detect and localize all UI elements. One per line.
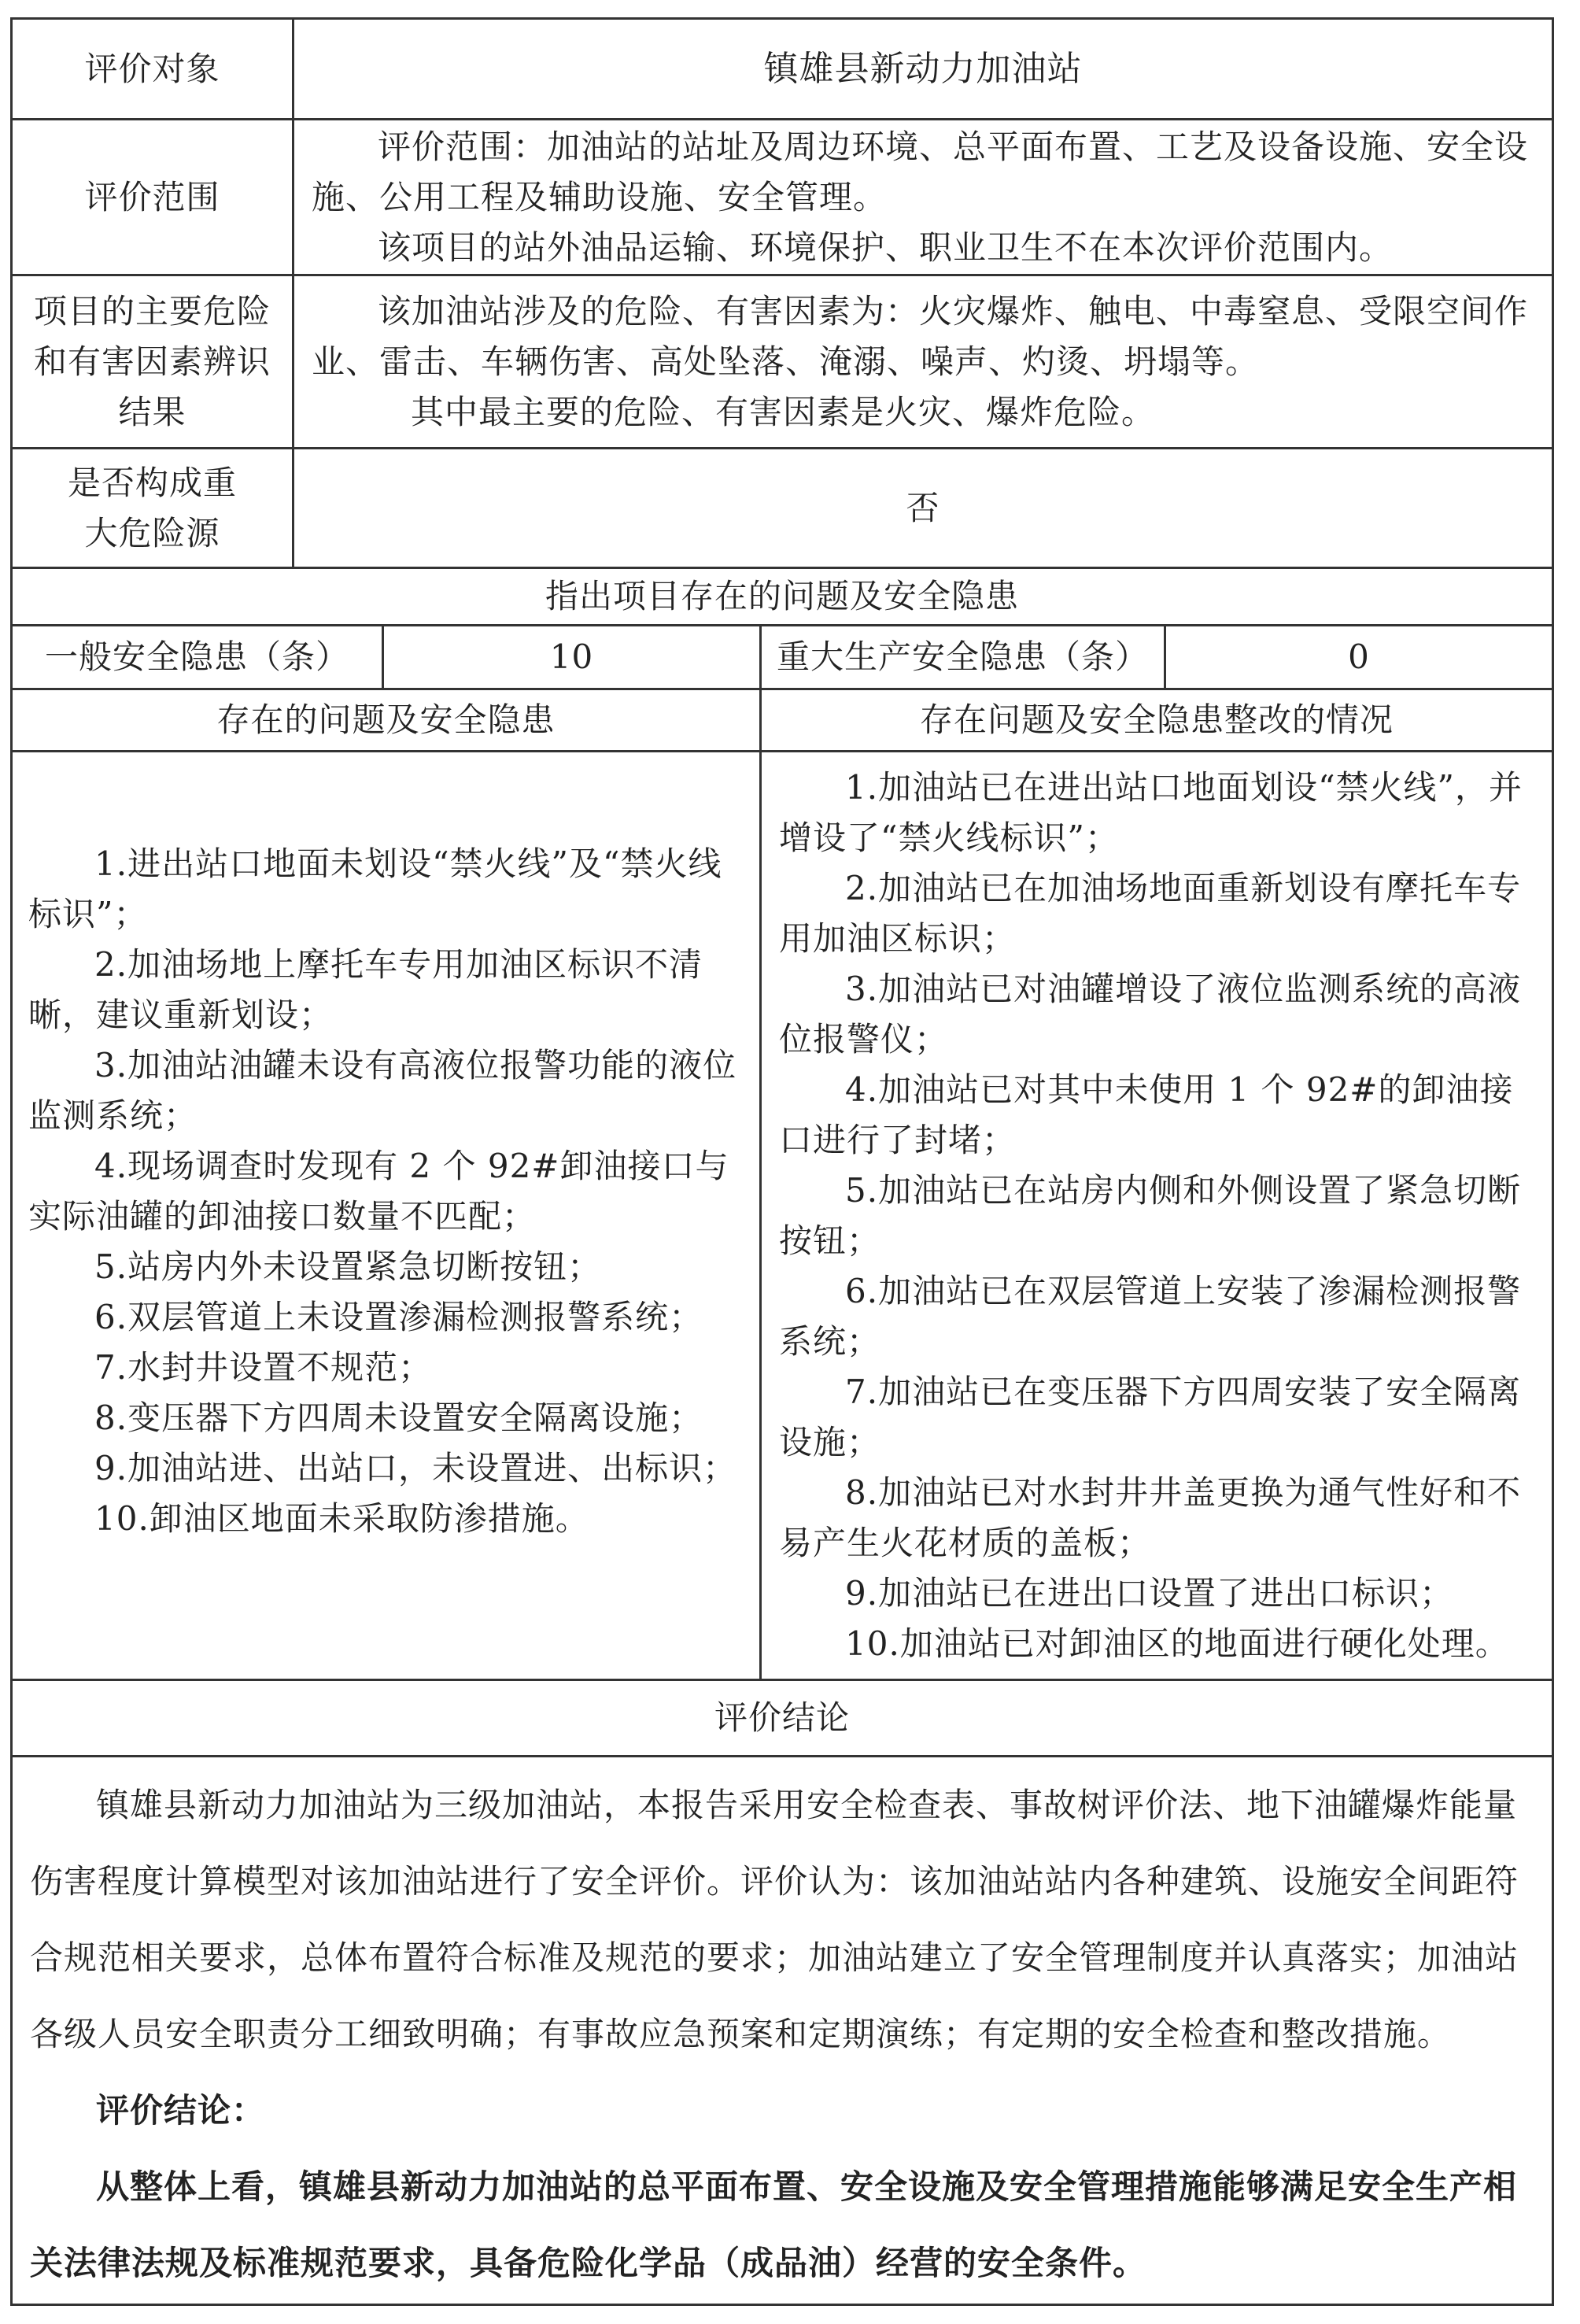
object-label: 评价对象	[84, 49, 220, 88]
conclusion-bold-paragraph: 从整体上看，镇雄县新动力加油站的总平面布置、安全设施及安全管理措施能够满足安全生产相关法律法规及标准规范要求，具备危险化学品（成品油）经营的安全条件。	[30, 2167, 1518, 2282]
issues-section-title: 指出项目存在的问题及安全隐患	[545, 577, 1019, 615]
rectification-item: 1.加油站已在进出站口地面划设“禁火线”，并增设了“禁火线标识”；	[779, 767, 1523, 857]
conclusion-paragraph: 镇雄县新动力加油站为三级加油站，本报告采用安全检查表、事故树评价法、地下油罐爆炸能量伤害程度计算模型对该加油站进行了安全评价。评价认为：该加油站站内各种建筑、设施安全间距符合规范相关要求，总体布置符合标准及规范的要求；加油站建立了安全管理制度并认真落实；加油站各级人员安全职责分工细致明确；有事故应急预案和定期演练；有定期的安全检查和整改措施。	[30, 1786, 1519, 2053]
hazards-label: 项目的主要危险和有害因素辨识结果	[33, 291, 271, 431]
major-hazard-count: 0	[1348, 637, 1370, 676]
rectification-list	[762, 752, 1552, 1679]
problems-header: 存在的问题及安全隐患	[216, 700, 556, 739]
object-value: 镇雄县新动力加油站	[763, 48, 1083, 89]
problem-item: 2.加油场地上摩托车专用加油区标识不清晰，建议重新划设；	[28, 945, 703, 1034]
problem-item: 4.现场调查时发现有 2 个 92#卸油接口与实际油罐的卸油接口数量不匹配；	[28, 1147, 729, 1236]
scope-label: 评价范围	[84, 177, 220, 216]
problem-item: 1.进出站口地面未划设“禁火线”及“禁火线标识”；	[28, 844, 722, 933]
rectification-item: 8.加油站已对水封井井盖更换为通气性好和不易产生火花材质的盖板；	[779, 1472, 1522, 1562]
hazards-paragraph: 该加油站涉及的危险、有害因素为：火灾爆炸、触电、中毒窒息、受限空间作业、雷击、车辆伤害、高处坠落、淹溺、噪声、灼烫、坍塌等。	[312, 291, 1529, 381]
general-hazard-label: 一般安全隐患（条）	[44, 637, 349, 676]
rectification-item: 2.加油站已在加油场地面重新划设有摩托车专用加油区标识；	[779, 868, 1522, 958]
conclusion-content	[13, 1757, 1552, 2304]
rectification-item: 10.加油站已对卸油区的地面进行硬化处理。	[845, 1624, 1509, 1663]
problem-item: 3.加油站油罐未设有高液位报警功能的液位监测系统；	[28, 1046, 737, 1135]
problems-list	[13, 752, 759, 1679]
rectification-item: 4.加油站已对其中未使用 1 个 92#的卸油接口进行了封堵；	[779, 1070, 1514, 1159]
hazards-content	[294, 276, 1552, 447]
rectification-header: 存在问题及安全隐患整改的情况	[919, 700, 1394, 739]
hazards-paragraph: 其中最主要的危险、有害因素是火灾、爆炸危险。	[411, 392, 1156, 431]
conclusion-bold-label: 评价结论：	[96, 2091, 266, 2130]
problem-item: 10.卸油区地面未采取防渗措施。	[94, 1499, 589, 1538]
rectification-item: 6.加油站已在双层管道上安装了渗漏检测报警系统；	[779, 1271, 1522, 1361]
conclusion-section-title: 评价结论	[714, 1698, 850, 1737]
scope-paragraph: 该项目的站外油品运输、环境保护、职业卫生不在本次评价范围内。	[378, 227, 1394, 267]
problem-item: 5.站房内外未设置紧急切断按钮；	[94, 1247, 602, 1286]
rectification-item: 9.加油站已在进出口设置了进出口标识；	[845, 1573, 1454, 1613]
rectification-item: 7.加油站已在变压器下方四周安装了安全隔离设施；	[779, 1372, 1522, 1461]
evaluation-table	[10, 17, 1554, 2306]
problem-item: 8.变压器下方四周未设置安全隔离设施；	[94, 1398, 703, 1437]
general-hazard-count: 10	[549, 637, 594, 676]
major-hazard-value: 否	[906, 488, 940, 527]
scope-content	[294, 120, 1552, 274]
major-hazard-count-label: 重大生产安全隐患（条）	[776, 637, 1149, 676]
rectification-item: 5.加油站已在站房内侧和外侧设置了紧急切断按钮；	[779, 1170, 1522, 1260]
problem-item: 9.加油站进、出站口，未设置进、出标识；	[94, 1449, 737, 1487]
problem-item: 7.水封井设置不规范；	[94, 1348, 433, 1387]
major-hazard-label: 是否构成重大危险源	[67, 463, 237, 552]
scope-paragraph: 评价范围：加油站的站址及周边环境、总平面布置、工艺及设备设施、安全设施、公用工程及辅助设施、安全管理。	[312, 127, 1529, 216]
problem-item: 6.双层管道上未设置渗漏检测报警系统；	[94, 1298, 703, 1336]
rectification-item: 3.加油站已对油罐增设了液位监测系统的高液位报警仪；	[779, 969, 1522, 1059]
